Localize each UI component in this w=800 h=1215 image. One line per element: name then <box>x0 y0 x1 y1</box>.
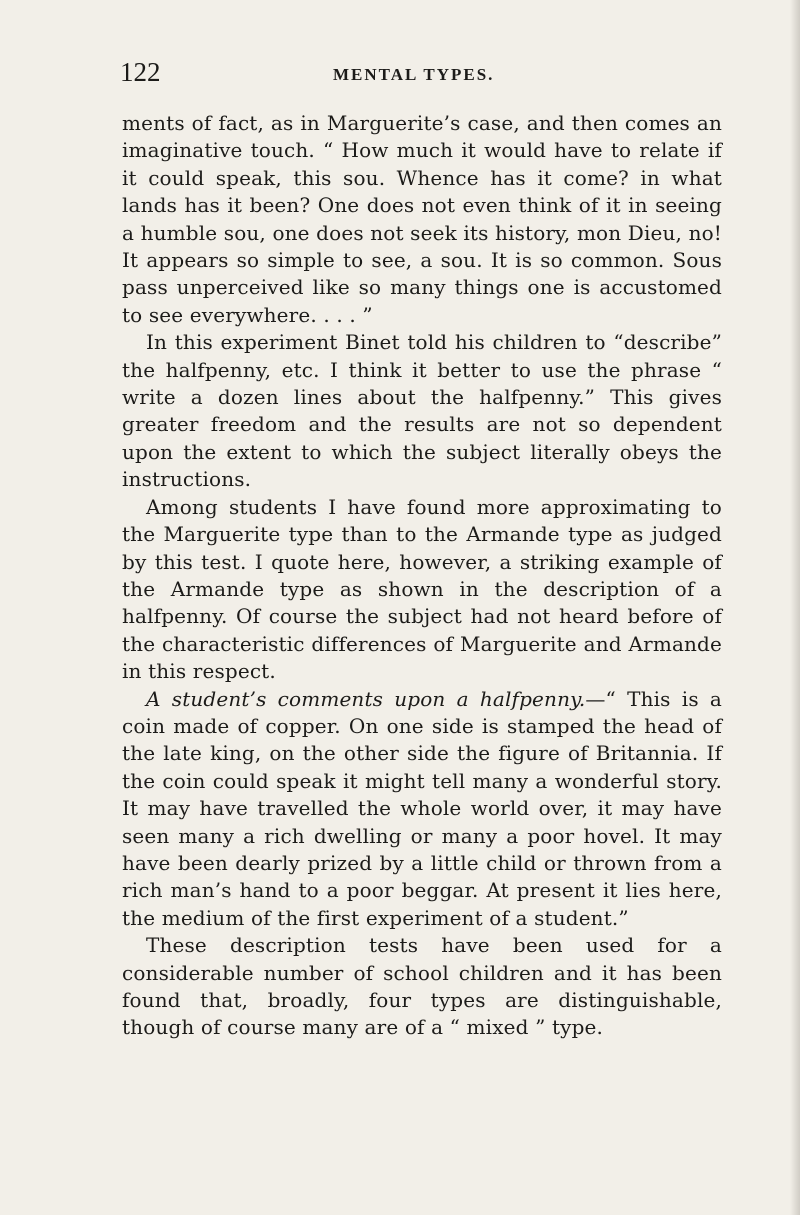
student-comments-text: —“ This is a coin made of copper. On one side is stamped the head of the late king, on the other side the figure of Britannia. If the coin could speak it might tell many a wonderful story. It may have travelled the whole world over, it may have seen many a rich dwelling or many a poor hovel. It may have been dearly prized by a little child or thrown from a rich man’s hand to a poor beggar. At present it lies here, the medium of the first experiment of a student.” <box>122 686 723 930</box>
page-number: 122 <box>120 57 161 87</box>
paragraph-students-types: Among students I have found more approximating to the Marguerite type than to the Armande type as judged by this test. I quote here, however, a striking example of the Armande type as shown in the description of a halfpenny. Of course the subject had not heard before of the characteristic differences of Marguerite and Armande in this respect. <box>122 494 722 684</box>
paragraph-description-tests: These description tests have been used for a considerable number of school children and it has been found that, broadly, four types are distinguishable, though of course many are of a “ mixed ” type. <box>122 933 722 1040</box>
page-edge-shadow <box>790 0 800 1215</box>
body-text <box>122 110 722 1042</box>
paragraph-continuation: ments of fact, as in Marguerite’s case, and then comes an imaginative touch. “ How much it would have to relate if it could speak, this sou. Whence has it come? in what lands has it been? One does not even think of it in seeing a humble sou, one does not seek its history, mon Dieu, no! It appears so simple to see, a sou. It is so common. Sous pass unperceived like so many things one is accustomed to see everywhere. . . . ” <box>122 111 722 327</box>
paragraph-student-comments <box>122 686 722 933</box>
page-header <box>120 52 720 92</box>
running-head: MENTAL TYPES. <box>333 65 495 84</box>
student-comments-heading: A student’s comments upon a halfpenny. <box>146 686 586 711</box>
paragraph-binet-experiment: In this experiment Binet told his children to “describe” the halfpenny, etc. I think it better to use the phrase “ write a dozen lines about the halfpenny.” This gives greater freedom and the results are not so dependent upon the extent to which the subject literally obeys the instructions. <box>122 330 722 492</box>
